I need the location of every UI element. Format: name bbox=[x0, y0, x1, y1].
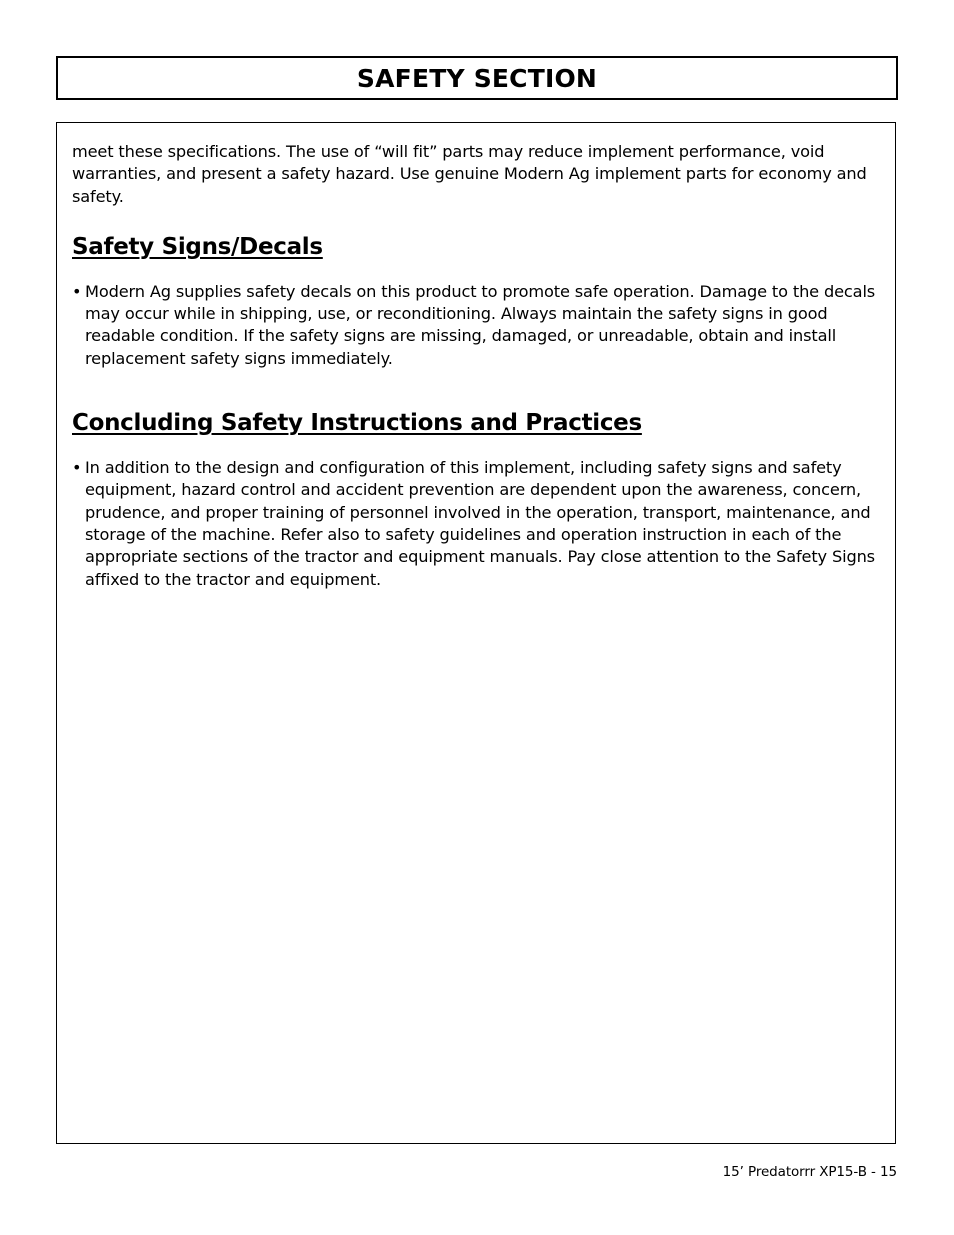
bullet-icon: • bbox=[72, 458, 82, 478]
heading-concluding-safety: Concluding Safety Instructions and Practices bbox=[72, 410, 642, 437]
heading-safety-signs-decals: Safety Signs/Decals bbox=[72, 233, 323, 260]
bullet-icon: • bbox=[72, 281, 82, 301]
page-title: SAFETY SECTION bbox=[356, 63, 598, 93]
bullet-text: In addition to the design and configuration of this implement, including safety signs and safety equipment, hazard control and accident prevention are dependent upon the awareness, concern, prudence, and proper training of personnel involved in the operation, transport, maintenance, and storage of the machine. Refer also to safety guidelines and operation instruction in each of the appropriate sections of the tractor and equipment manuals. Pay close attention to the Safety Signs affixed to the tractor and equipment. bbox=[85, 458, 875, 589]
list-item bbox=[72, 281, 881, 370]
content-box bbox=[56, 122, 896, 1144]
list-item bbox=[72, 457, 881, 591]
page-footer: 15’ Predatorrr XP15-B - 15 bbox=[722, 1164, 897, 1180]
bullet-text: Modern Ag supplies safety decals on this product to promote safe operation. Damage to the decals may occur while in shipping, use, or reconditioning. Always maintain the safety signs in good readable condition. If the safety signs are missing, damaged, or unreadable, obtain and install replacement safety signs immediately. bbox=[85, 281, 876, 368]
section-header-box bbox=[56, 56, 898, 100]
intro-paragraph: meet these specifications. The use of “will fit” parts may reduce implement performance, void warranties, and present a safety hazard. Use genuine Modern Ag implement parts for economy and safety. bbox=[72, 142, 867, 206]
